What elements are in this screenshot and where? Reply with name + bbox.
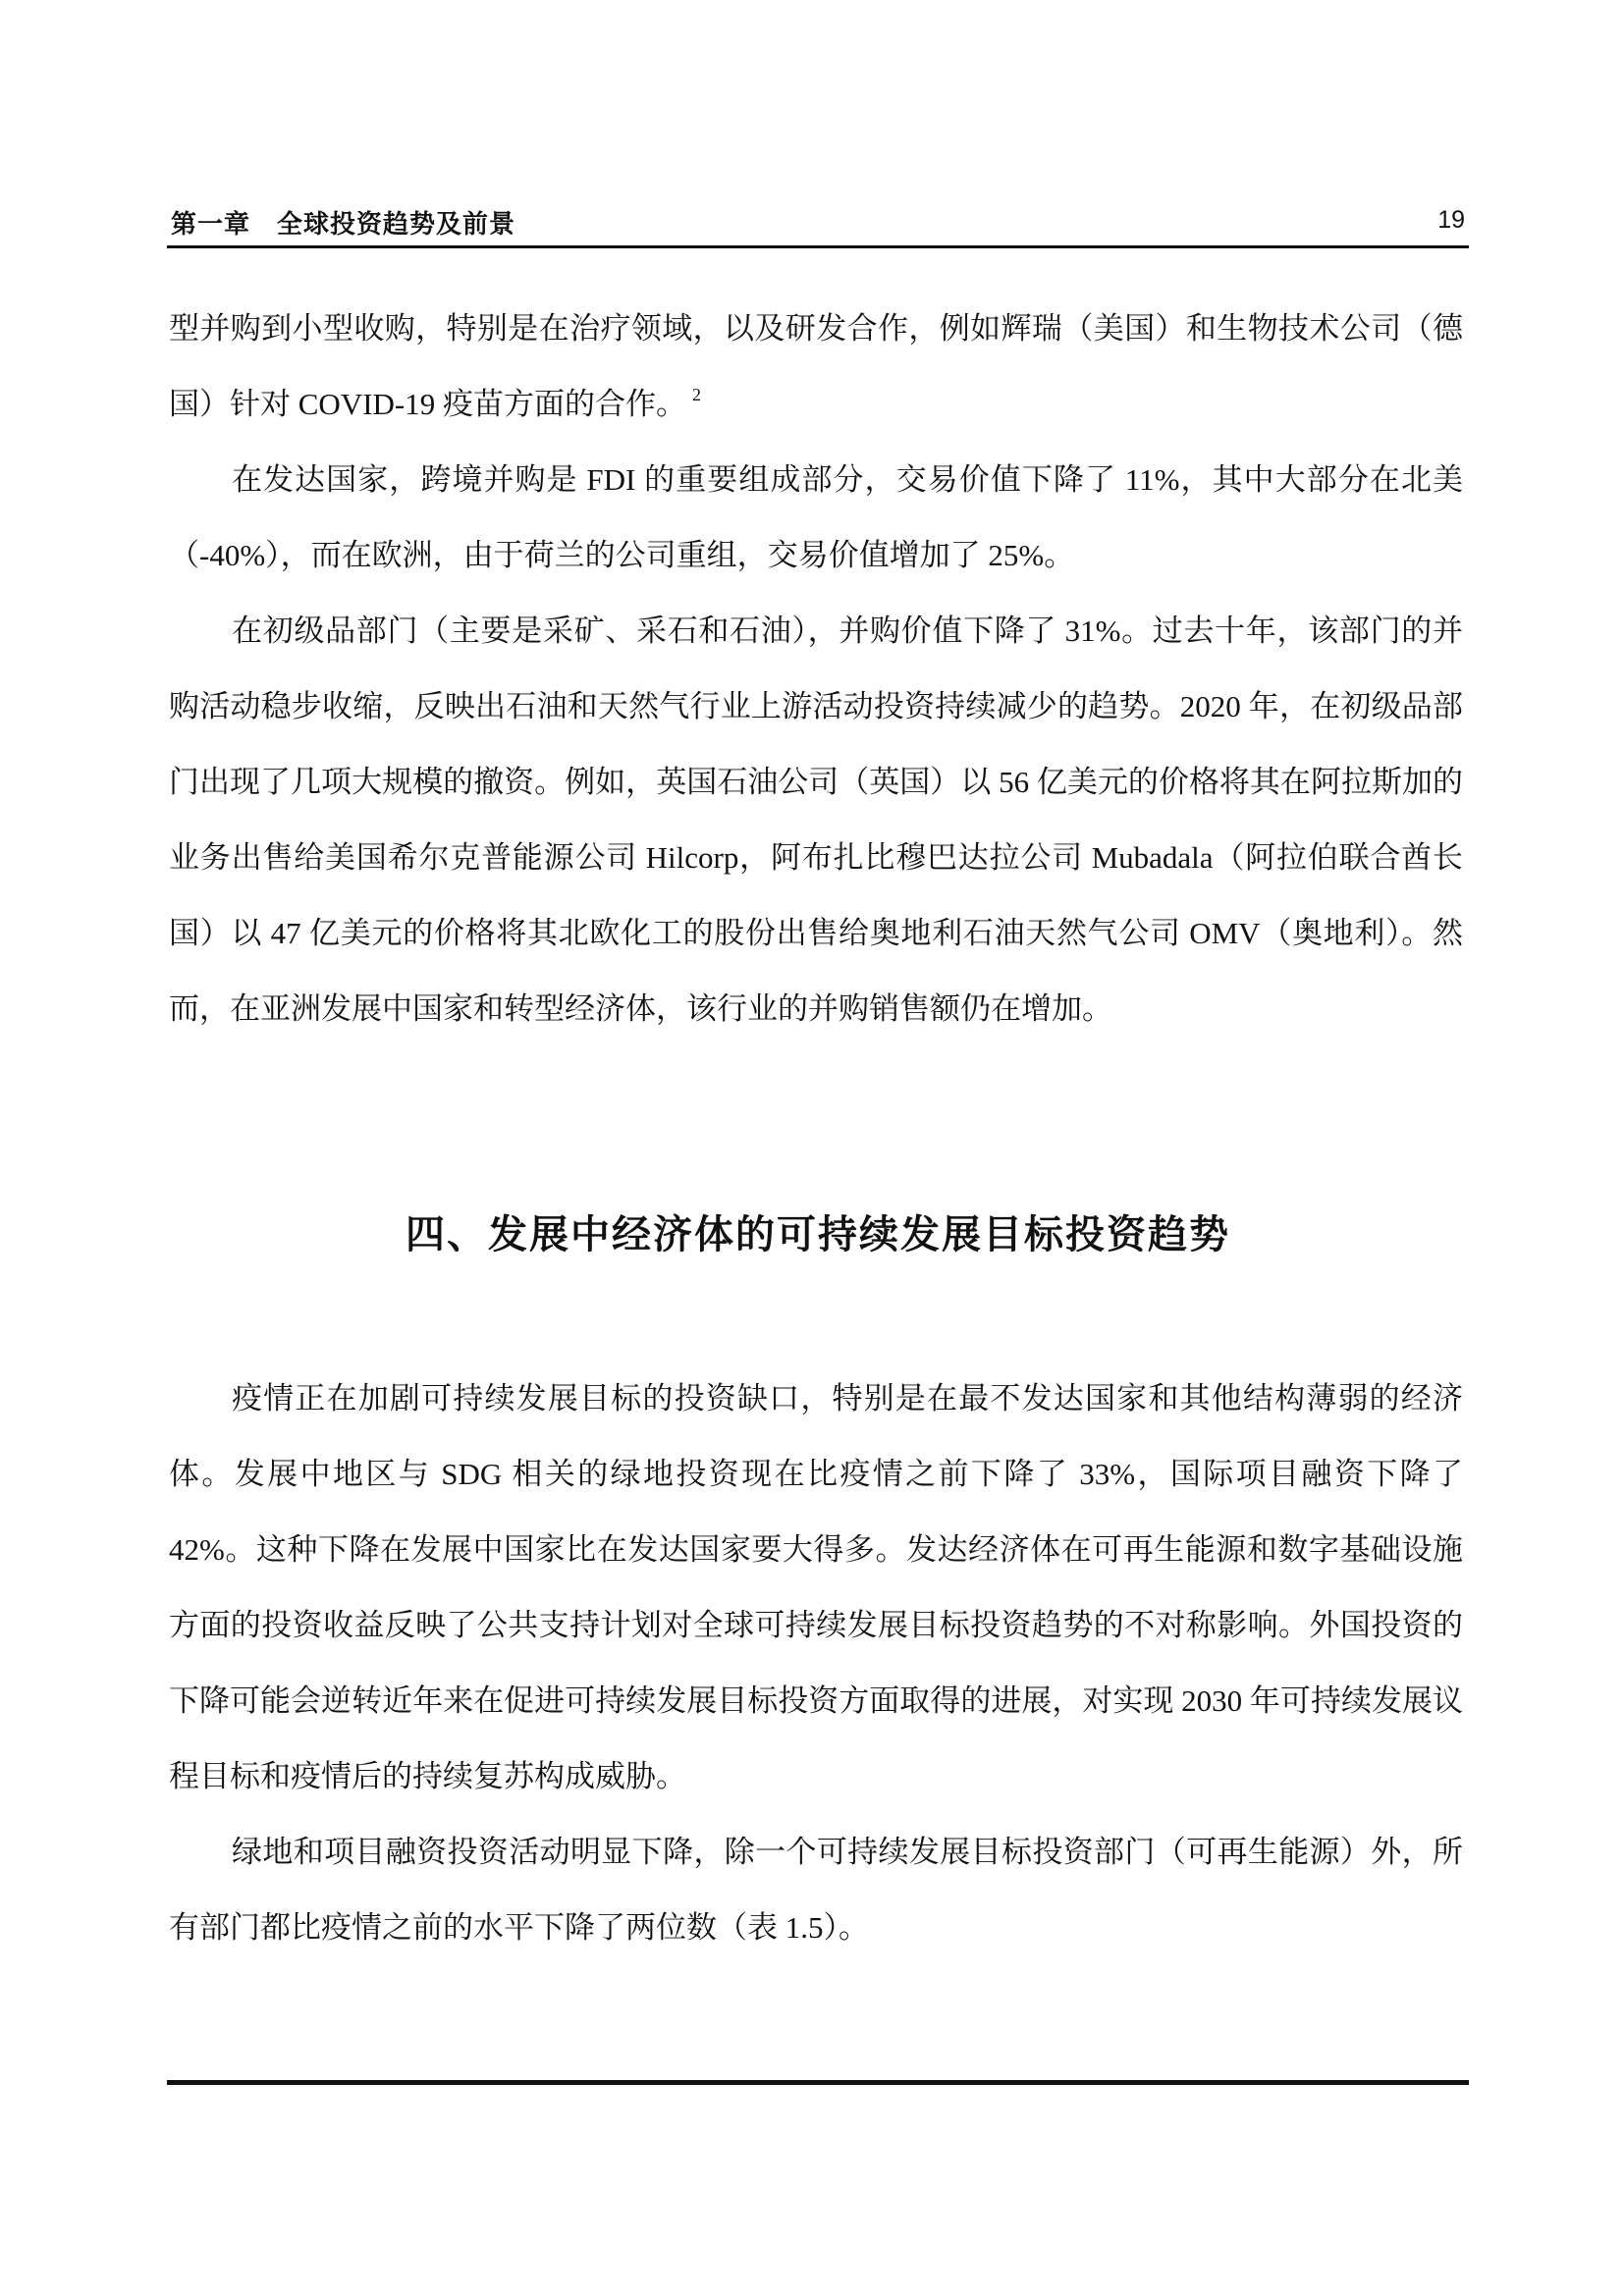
body-text-bottom [169,1361,1463,1965]
paragraph: 在初级品部门（主要是采矿、采石和石油），并购价值下降了 31%。过去十年，该部门的并购活动稳步收缩，反映出石油和天然气行业上游活动投资持续减少的趋势。2020 年，在初级品部门出现了几项大规模的撤资。例如，英国石油公司（英国）以 56 亿美元的价格将其在阿拉斯加的业务出售给美国希尔克普能源公司 Hilcorp，阿布扎比穆巴达拉公司 Mubadala（阿拉伯联合酋长国）以 47 亿美元的价格将其北欧化工的股份出售给奥地利石油天然气公司 OMV（奥地利）。然而，在亚洲发展中国家和转型经济体，该行业的并购销售额仍在增加。 [169,614,1463,1026]
chapter-title: 第一章 全球投资趋势及前景 [171,210,516,240]
paragraph: 疫情正在加剧可持续发展目标的投资缺口，特别是在最不发达国家和其他结构薄弱的经济体。发展中地区与 SDG 相关的绿地投资现在比疫情之前下降了 33%，国际项目融资下降了 42%。这种下降在发展中国家比在发达国家要大得多。发达经济体在可再生能源和数字基础设施方面的投资收益反映了公共支持计划对全球可持续发展目标投资趋势的不对称影响。外国投资的下降可能会逆转近年来在促进可持续发展目标投资方面取得的进展，对实现 2030 年可持续发展议程目标和疫情后的持续复苏构成威胁。 [169,1381,1463,1793]
page-number: 19 [1437,206,1465,234]
paragraph: 在发达国家，跨境并购是 FDI 的重要组成部分，交易价值下降了 11%，其中大部分在北美（-40%），而在欧洲，由于荷兰的公司重组，交易价值增加了 25%。 [169,462,1463,572]
paragraph: 绿地和项目融资投资活动明显下降，除一个可持续发展目标投资部门（可再生能源）外，所有部门都比疫情之前的水平下降了两位数（表 1.5）。 [169,1835,1463,1945]
footer-rule [167,2080,1469,2085]
paragraph-continued [169,291,1463,442]
running-header [167,194,1469,248]
section-heading: 四、发展中经济体的可持续发展目标投资趋势 [406,1212,1230,1257]
paragraph-text: 型并购到小型收购，特别是在治疗领域，以及研发合作，例如辉瑞（美国）和生物技术公司（德国）针对 COVID-19 疫苗方面的合作。 [169,311,1463,421]
body-text-top [169,291,1463,1046]
footnote-marker[interactable]: 2 [691,385,701,404]
